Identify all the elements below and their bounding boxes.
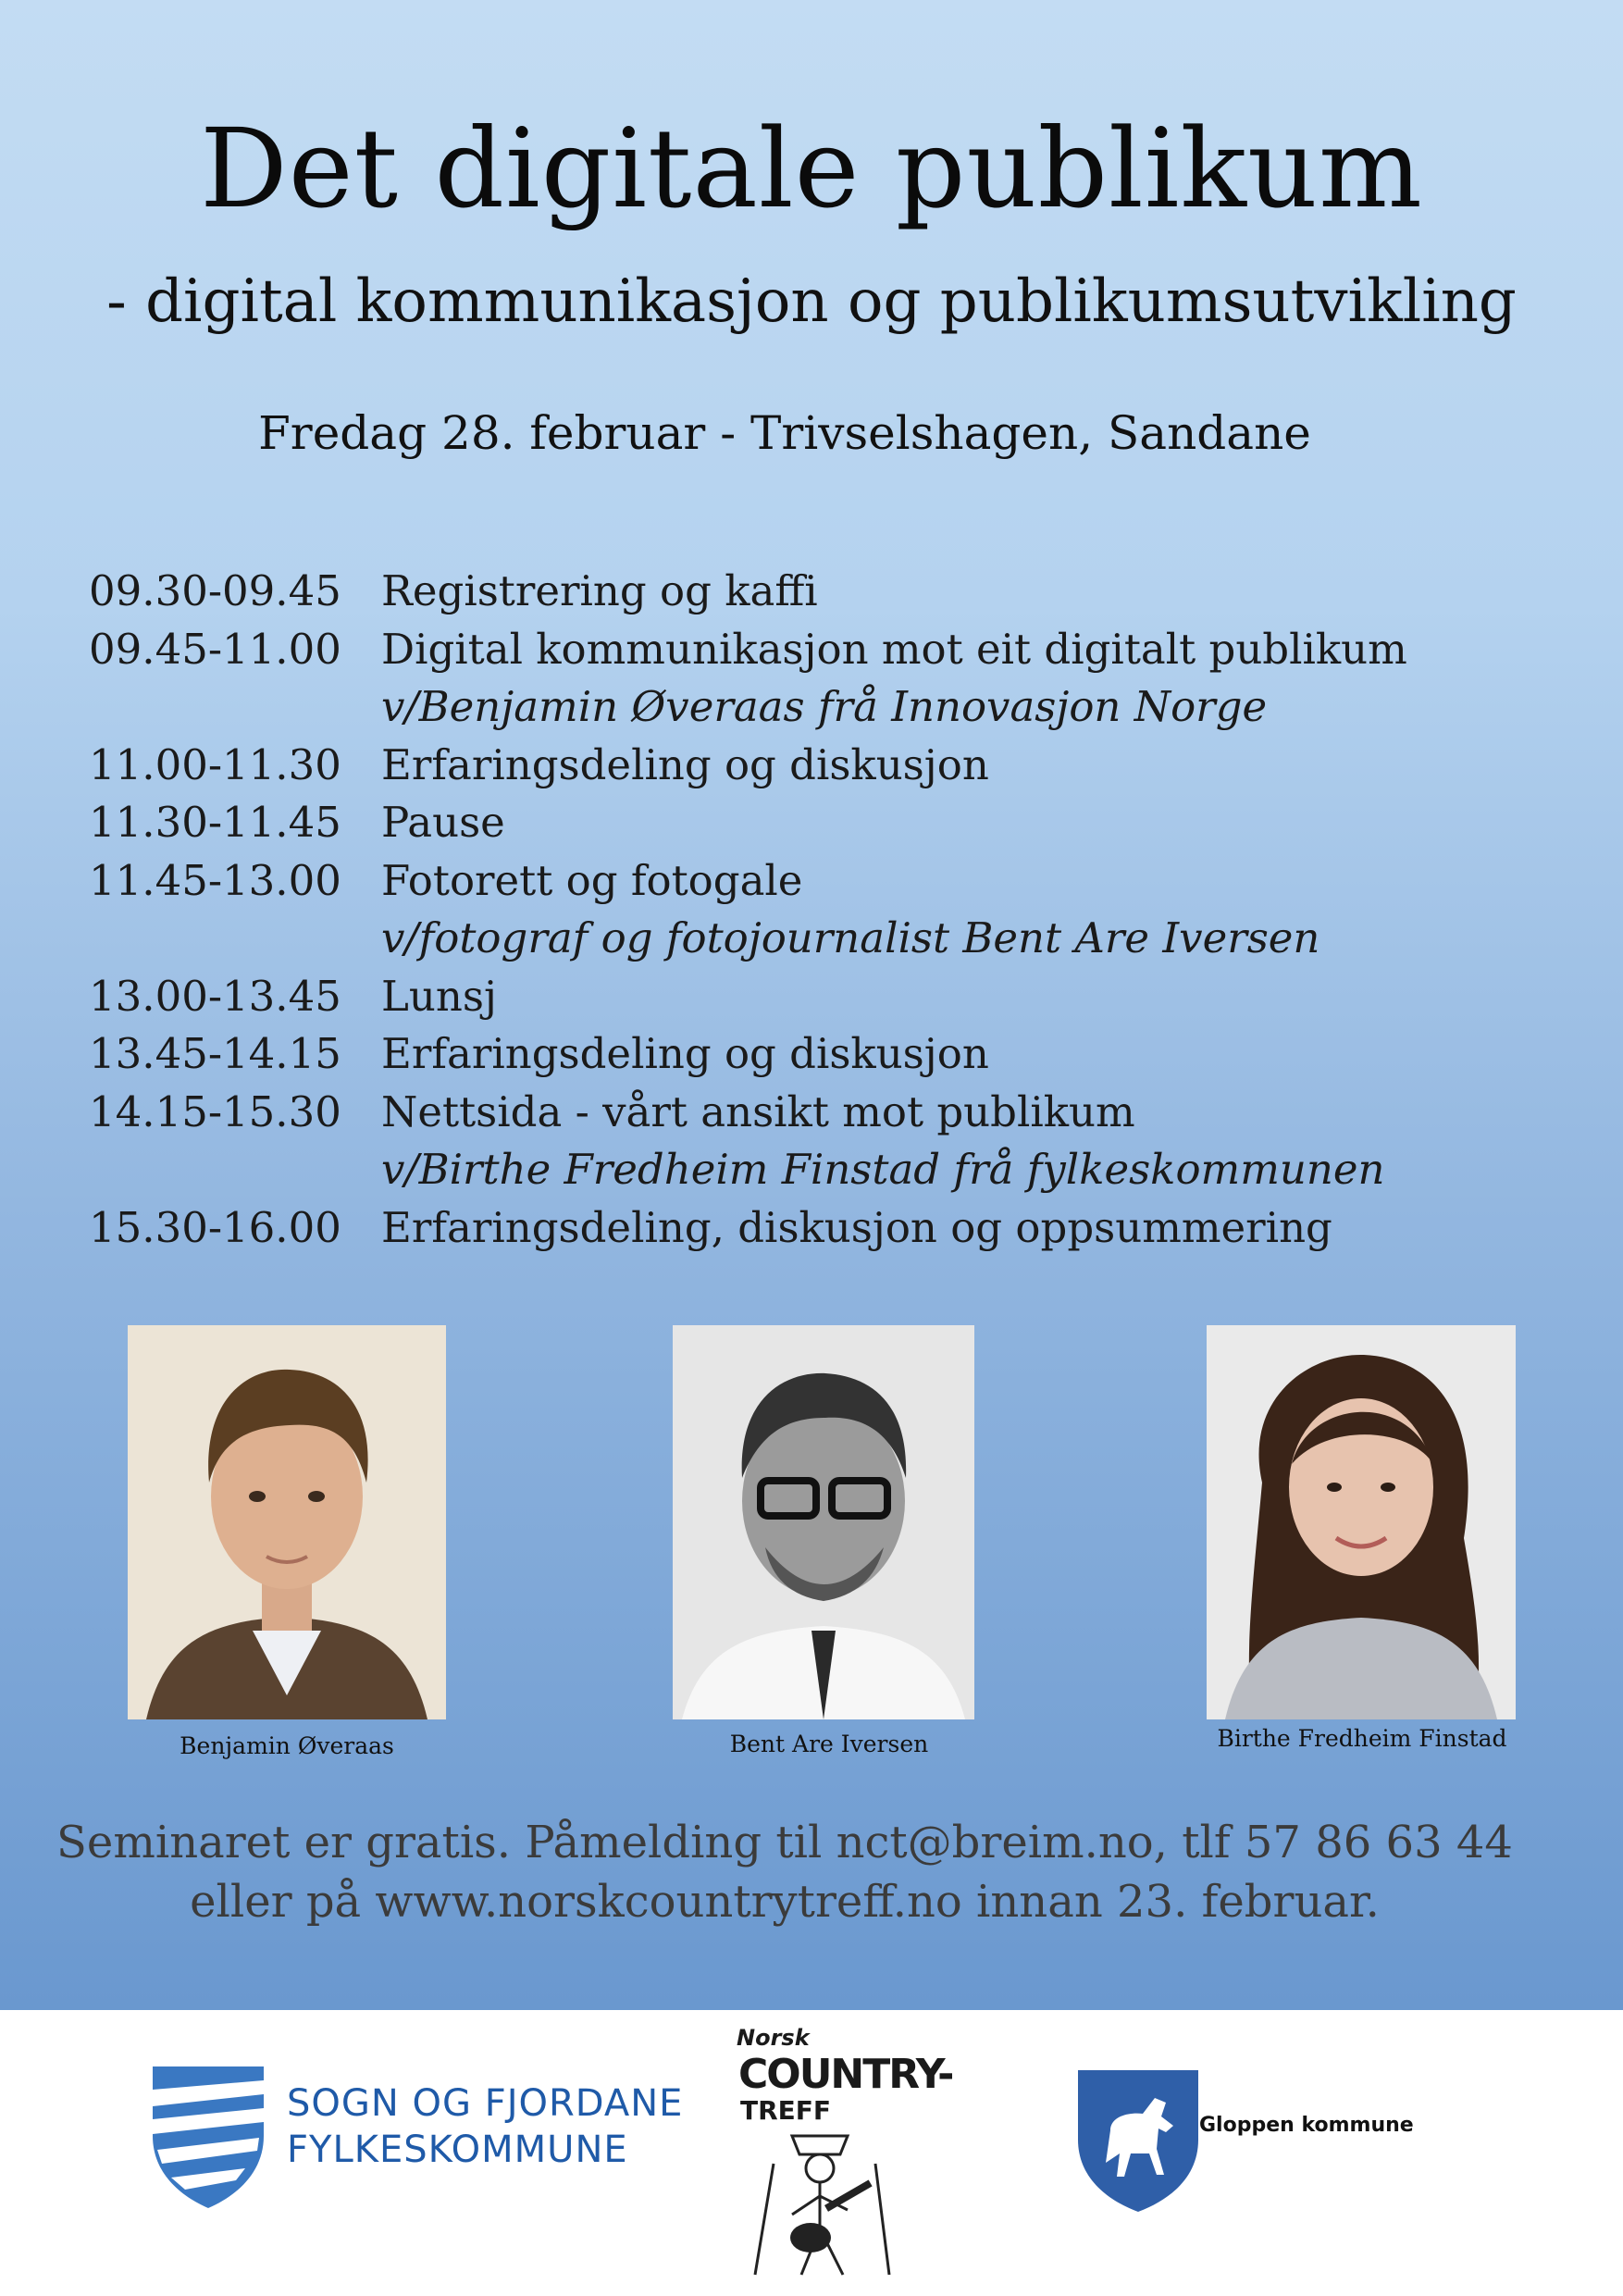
schedule-time: 09.30-09.45 xyxy=(89,566,341,615)
norsk-country-treff-logo xyxy=(727,2017,953,2286)
registration-line-1: Seminaret er gratis. Påmelding til nct@breim.no, tlf 57 86 63 44 xyxy=(56,1817,1513,1868)
schedule-row xyxy=(89,968,1532,1026)
schedule-time-spacer xyxy=(89,910,381,968)
schedule-time: 11.45-13.00 xyxy=(89,855,341,905)
schedule-session-title: Erfaringsdeling, diskusjon og oppsummering xyxy=(381,1202,1332,1252)
schedule-speaker-row xyxy=(89,678,1532,737)
schedule-session-title: Lunsj xyxy=(381,971,497,1021)
schedule-time: 13.00-13.45 xyxy=(89,971,341,1021)
schedule-speaker: v/Benjamin Øveraas frå Innovasjon Norge xyxy=(381,682,1268,731)
sfj-shield-icon xyxy=(148,2062,268,2210)
speaker-photo-birthe xyxy=(1207,1325,1516,1719)
schedule-row xyxy=(89,563,1532,621)
schedule-row xyxy=(89,1084,1532,1142)
schedule-row xyxy=(89,737,1532,795)
schedule-row xyxy=(89,852,1532,911)
nct-small-label: Norsk xyxy=(737,2025,810,2051)
gloppen-name: Gloppen kommune xyxy=(1199,2114,1414,2137)
schedule-row xyxy=(89,621,1532,679)
speaker-caption-2: Bent Are Iversen xyxy=(729,1731,929,1757)
sfj-name-line-2: FYLKESKOMMUNE xyxy=(287,2128,628,2171)
schedule-speaker: v/Birthe Fredheim Finstad frå fylkeskommunen xyxy=(381,1145,1385,1194)
schedule-speaker-row xyxy=(89,910,1532,968)
schedule-time: 15.30-16.00 xyxy=(89,1202,341,1252)
guitar-player-illustration-icon xyxy=(737,2127,903,2284)
speaker-caption-3: Birthe Fredheim Finstad xyxy=(1217,1725,1507,1752)
schedule-row xyxy=(89,1199,1532,1258)
sogn-og-fjordane-logo xyxy=(148,2062,703,2210)
gloppen-horse-shield-icon xyxy=(1073,2066,1203,2214)
schedule-time: 11.00-11.30 xyxy=(89,739,341,789)
speaker-photo-benjamin xyxy=(128,1325,446,1719)
schedule-row xyxy=(89,794,1532,852)
schedule-session-title: Erfaringsdeling og diskusjon xyxy=(381,1029,989,1078)
schedule-time-spacer xyxy=(89,678,381,737)
schedule-row xyxy=(89,1025,1532,1084)
speaker-photo-bent-are xyxy=(673,1325,974,1719)
gloppen-kommune-logo xyxy=(1073,2066,1462,2214)
schedule-speaker-row xyxy=(89,1141,1532,1199)
page-title: Det digitale publikum xyxy=(200,105,1423,232)
sfj-name-line-1: SOGN OG FJORDANE xyxy=(287,2082,684,2125)
schedule-time: 13.45-14.15 xyxy=(89,1029,341,1078)
schedule-time: 14.15-15.30 xyxy=(89,1086,341,1136)
schedule-time-spacer xyxy=(89,1141,381,1199)
schedule-session-title: Fotorett og fotogale xyxy=(381,855,803,905)
schedule-speaker: v/fotograf og fotojournalist Bent Are Iversen xyxy=(381,913,1320,962)
registration-line-2: eller på www.norskcountrytreff.no innan 23. februar. xyxy=(190,1876,1380,1928)
event-dateline: Fredag 28. februar - Trivselshagen, Sandane xyxy=(258,406,1311,460)
schedule-session-title: Registrering og kaffi xyxy=(381,566,818,615)
schedule-session-title: Erfaringsdeling og diskusjon xyxy=(381,739,989,789)
schedule-time: 11.30-11.45 xyxy=(89,798,341,847)
schedule-session-title: Digital kommunikasjon mot eit digitalt publikum xyxy=(381,624,1407,674)
schedule-time: 09.45-11.00 xyxy=(89,624,341,674)
nct-big-label: COUNTRY- xyxy=(738,2051,953,2098)
nct-sub-label: TREFF xyxy=(740,2095,832,2126)
schedule-session-title: Pause xyxy=(381,798,505,847)
schedule-session-title: Nettsida - vårt ansikt mot publikum xyxy=(381,1086,1135,1136)
speaker-caption-1: Benjamin Øveraas xyxy=(180,1732,394,1759)
program-schedule xyxy=(89,563,1532,1257)
page-subtitle: - digital kommunikasjon og publikumsutvikling xyxy=(106,267,1517,336)
